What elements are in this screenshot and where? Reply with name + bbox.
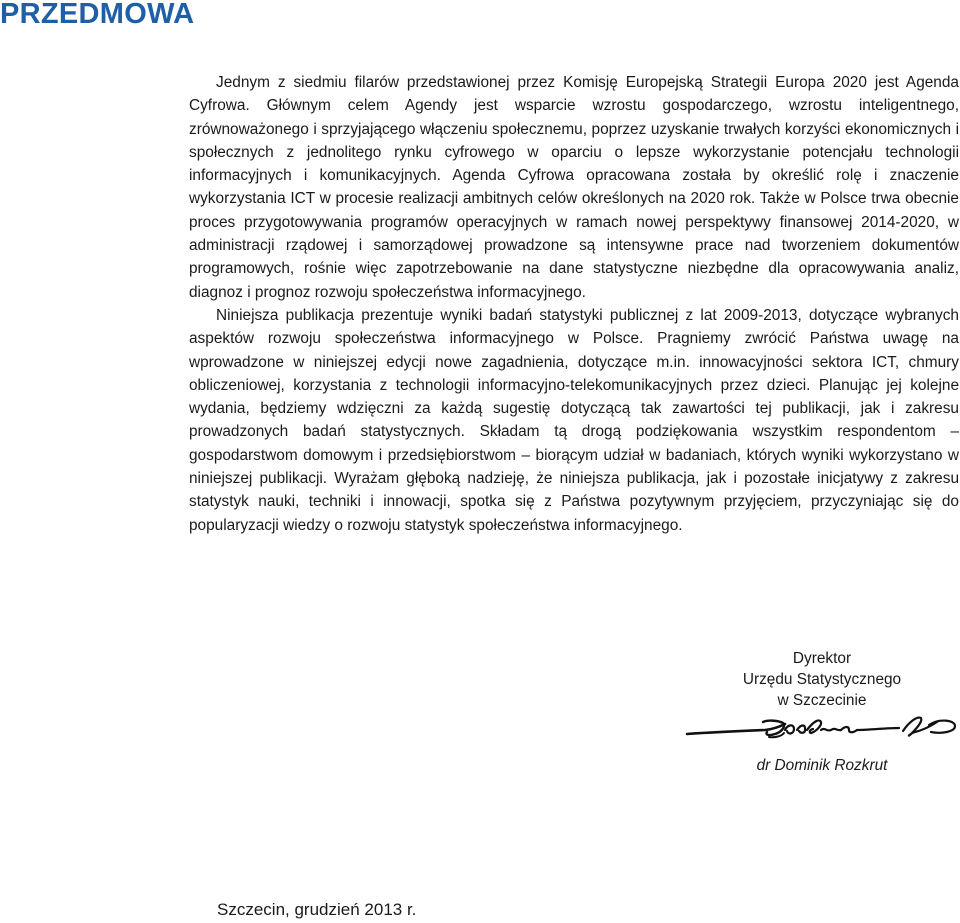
signatory-title-line-3: w Szczecinie [777,692,867,709]
signatory-name: dr Dominik Rozkrut [756,757,888,774]
preface-paragraph-1: Jednym z siedmiu filarów przedstawionej przez Komisję Europejską Strategii Europa 2020 jest Agenda Cyfrowa. Głównym celem Agendy jest wsparcie wzrostu gospodarczego, wzrostu inteligentnego, zrównoważonego i sprzyjającego włączeniu społecznemu, poprzez uzyskanie trwałych korzyści ekonomicznych i społecznych z jednolitego rynku cyfrowego w oparciu o lepsze wykorzystanie potencjału technologii informacyjnych i komunikacyjnych. Agenda Cyfrowa opracowana została by określić rolę i znaczenie wykorzystania ICT w procesie realizacji ambitnych celów określonych na 2020 rok. Także w Polsce trwa obecnie proces przygotowywania programów operacyjnych w ramach nowej perspektywy finansowej 2014-2020, w administracji rządowej i samorządowej prowadzone są intensywne prace nad tworzeniem dokumentów programowych, rośnie więc zapotrzebowanie na dane statystyczne niezbędne dla opracowywania analiz, diagnoz i prognoz rozwoju społeczeństwa informacyjnego. [189,74,959,301]
signatory-title-line-1: Dyrektor [792,650,852,667]
place-and-date: Szczecin, grudzień 2013 r. [217,900,417,919]
page-title: PRZEDMOWA [0,0,195,30]
signatory-title [700,648,944,711]
handwritten-signature [685,712,957,748]
preface-paragraph-2: Niniejsza publikacja prezentuje wyniki badań statystyki publicznej z lat 2009-2013, dotyczące wybranych aspektów rozwoju społeczeństwa informacyjnego w Polsce. Pragniemy zwrócić Państwa uwagę na wprowadzone w niniejszej edycji nowe zagadnienia, dotyczące m.in. innowacyjności sektora ICT, chmury obliczeniowej, korzystania z technologii informacyjno-telekomunikacyjnych przez dzieci. Planując jej kolejne wydania, będziemy wdzięczni za każdą sugestię dotyczącą tak zawartości tej publikacji, jak i zakresu prowadzonych badań statystycznych. Składam tą drogą podziękowania wszystkim respondentom – gospodarstwom domowym i przedsiębiorstwom – biorącym udział w badaniach, których wyniki wykorzystano w niniejszej publikacji. Wyrażam głęboką nadzieję, że niniejsza publikacja, jak i pozostałe inicjatywy z zakresu statystyk nauki, techniki i innowacji, spotka się z Państwa pozytywnym przyjęciem, przyczyniając się do popularyzacji wiedzy o rozwoju statystyk społeczeństwa informacyjnego. [189,306,959,534]
preface-body [189,71,959,537]
signatory-title-line-2: Urzędu Statystycznego [742,671,902,688]
